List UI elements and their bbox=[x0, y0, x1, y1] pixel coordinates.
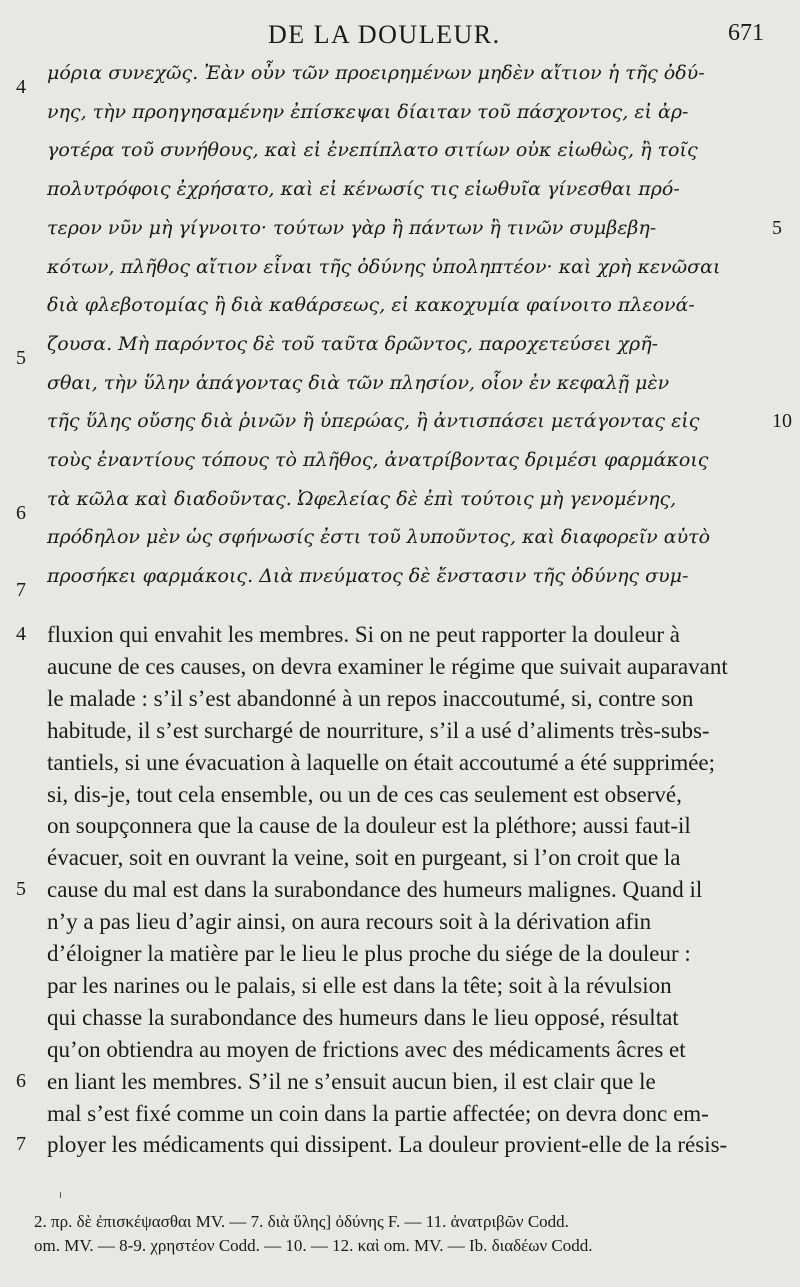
french-line: qu’on obtiendra au moyen de frictions avec des médicaments âcres et bbox=[47, 1036, 686, 1062]
greek-left-line-number: 7 bbox=[16, 579, 26, 602]
french-left-line-number: 7 bbox=[16, 1133, 26, 1156]
greek-line: τερον νῦν μὴ γίγνοιτο· τούτων γὰρ ἢ πάντων ἢ τινῶν συμβεβη- bbox=[47, 216, 657, 239]
page-header bbox=[0, 18, 800, 52]
french-line: cause du mal est dans la surabondance des humeurs malignes. Quand il bbox=[47, 877, 703, 903]
french-line: tantiels, si une évacuation à laquelle on était accoutumé a été supprimée; bbox=[47, 749, 716, 775]
french-line: si, dis-je, tout cela ensemble, ou un de ces cas seulement est observé, bbox=[47, 781, 682, 807]
french-line: on soupçonnera que la cause de la douleur est la pléthore; aussi faut-il bbox=[47, 813, 691, 839]
french-line: d’éloigner la matière par le lieu le plus proche du siége de la douleur : bbox=[47, 941, 691, 966]
greek-line: πολυτρόφοις ἐχρήσατο, καὶ εἰ κένωσίς τις εἰωθυῖα γίνεσθαι πρό- bbox=[47, 178, 680, 201]
greek-left-line-number: 6 bbox=[16, 501, 26, 524]
greek-line: τῆς ὕλης οὔσης διὰ ῥινῶν ἢ ὑπερώας, ἢ ἀντισπάσει μετάγοντας εἰς bbox=[47, 410, 700, 433]
french-line: fluxion qui envahit les membres. Si on ne peut rapporter la douleur à bbox=[47, 622, 680, 647]
french-left-line-number: 6 bbox=[16, 1069, 26, 1092]
greek-line: τοὺς ἐναντίους τόπους τὸ πλῆθος, ἀνατρίβοντας δριμέσι φαρμάκοις bbox=[47, 449, 709, 471]
greek-left-line-number: 4 bbox=[16, 76, 26, 98]
greek-line: προσήκει φαρμάκοις. Διὰ πνεύματος δὲ ἔνστασιν τῆς ὀδύνης συμ- bbox=[47, 565, 689, 588]
footnote-rule bbox=[60, 1192, 65, 1198]
french-left-line-number: 4 bbox=[16, 623, 26, 645]
footnote-line: 2. πρ. δὲ ἐπισκέψασθαι MV. — 7. διὰ ὕλης] ὀδύνης F. — 11. ἀνατριβῶν Codd. bbox=[34, 1212, 569, 1231]
french-line: aucune de ces causes, on devra examiner le régime que suivait auparavant bbox=[47, 653, 728, 679]
greek-line: σθαι, τὴν ὕλην ἀπάγοντας διὰ τῶν πλησίον, οἷον ἐν κεφαλῇ μὲν bbox=[47, 371, 670, 394]
greek-right-line-number: 10 bbox=[772, 410, 792, 433]
footnote-line: om. MV. — 8-9. χρηστέον Codd. — 10. — 12. καὶ om. MV. — Ib. διαδέων Codd. bbox=[34, 1236, 593, 1255]
french-line: ployer les médicaments qui dissipent. La douleur provient-elle de la résis- bbox=[47, 1132, 728, 1158]
greek-line: μόρια συνεχῶς. Ἐὰν οὖν τῶν προειρημένων μηδὲν αἴτιον ἡ τῆς ὀδύ- bbox=[47, 62, 705, 84]
french-line: en liant les membres. S’il ne s’ensuit aucun bien, il est clair que le bbox=[47, 1068, 656, 1094]
french-line: qui chasse la surabondance des humeurs dans le lieu opposé, résultat bbox=[47, 1004, 679, 1030]
french-line: mal s’est fixé comme un coin dans la partie affectée; on devra donc em- bbox=[47, 1100, 709, 1126]
greek-line: κότων, πλῆθος αἴτιον εἶναι τῆς ὀδύνης ὑποληπτέον· καὶ χρὴ κενῶσαι bbox=[47, 255, 721, 278]
greek-line: γοτέρα τοῦ συνήθους, καὶ εἰ ἐνεπίπλατο σιτίων οὐκ εἰωθὼς, ἢ τοῖς bbox=[47, 139, 698, 162]
french-line: par les narines ou le palais, si elle est dans la tête; soit à la révulsion bbox=[47, 972, 672, 998]
french-left-line-number: 5 bbox=[16, 878, 26, 901]
greek-line: πρόδηλον μὲν ὡς σφήνωσίς ἐστι τοῦ λυποῦντος, καὶ διαφορεῖν αὐτὸ bbox=[47, 526, 711, 549]
french-line: habitude, il s’est surchargé de nourriture, s’il a usé d’aliments très-subs- bbox=[47, 717, 710, 743]
french-line: évacuer, soit en ouvrant la veine, soit en purgeant, si l’on croit que la bbox=[47, 845, 681, 871]
greek-left-line-number: 5 bbox=[16, 346, 26, 369]
greek-right-line-number: 5 bbox=[772, 216, 782, 239]
page-number: 671 bbox=[728, 20, 764, 46]
french-line: n’y a pas lieu d’agir ainsi, on aura recours soit à la dérivation afin bbox=[47, 909, 652, 935]
greek-line: νης, τὴν προηγησαμένην ἐπίσκεψαι δίαιταν τοῦ πάσχοντος, εἰ ἀρ- bbox=[47, 100, 689, 123]
greek-line: τὰ κῶλα καὶ διαδοῦντας. Ὠφελείας δὲ ἐπὶ τούτοις μὴ γενομένης, bbox=[47, 487, 677, 510]
running-title: DE LA DOULEUR. bbox=[268, 20, 501, 49]
french-line: le malade : s’il s’est abandonné à un repos inaccoutumé, si, contre son bbox=[47, 685, 694, 711]
greek-line: ζουσα. Μὴ παρόντος δὲ τοῦ ταῦτα δρῶντος, παροχετεύσει χρῆ- bbox=[47, 332, 658, 355]
greek-line: διὰ φλεβοτομίας ἢ διὰ καθάρσεως, εἰ κακοχυμία φαίνοιτο πλεονά- bbox=[47, 294, 695, 317]
